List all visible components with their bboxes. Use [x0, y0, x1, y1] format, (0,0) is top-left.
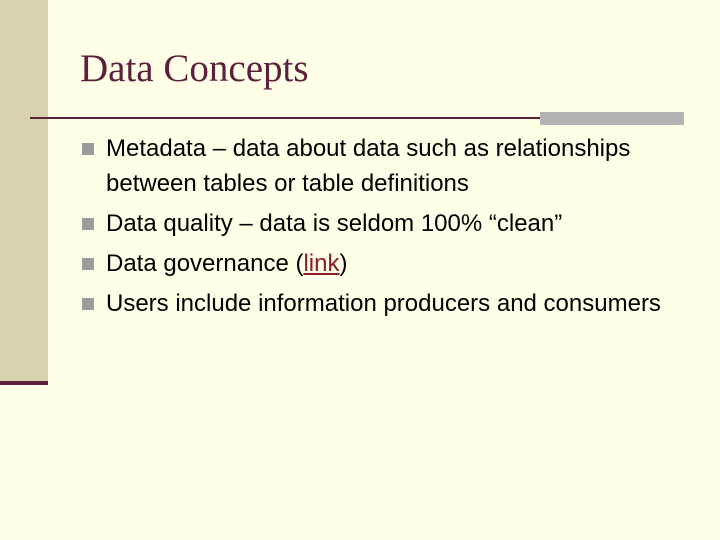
square-bullet-icon — [82, 258, 94, 270]
bullet-list — [82, 131, 692, 326]
title-divider-accent-shadow — [540, 121, 684, 125]
bullet-item-data-quality — [82, 206, 692, 241]
governance-link[interactable]: link — [303, 250, 340, 277]
bullet-text: Data quality – data is seldom 100% “clean” — [106, 210, 563, 237]
square-bullet-icon — [82, 218, 94, 230]
bullet-text-suffix: ) — [339, 250, 348, 277]
bullet-item-users — [82, 286, 692, 321]
slide-title: Data Concepts — [80, 47, 309, 90]
bullet-item-data-governance — [82, 246, 692, 281]
side-decoration-foot — [0, 381, 48, 385]
side-decoration-band — [0, 0, 48, 383]
title-divider-accent — [540, 112, 684, 121]
bullet-text: Users include information producers and consumers — [106, 290, 661, 317]
bullet-item-metadata — [82, 131, 692, 201]
bullet-text-prefix: Data governance ( — [106, 250, 304, 277]
square-bullet-icon — [82, 143, 94, 155]
square-bullet-icon — [82, 298, 94, 310]
bullet-text: Metadata – data about data such as relationships between tables or table definitions — [106, 135, 631, 197]
